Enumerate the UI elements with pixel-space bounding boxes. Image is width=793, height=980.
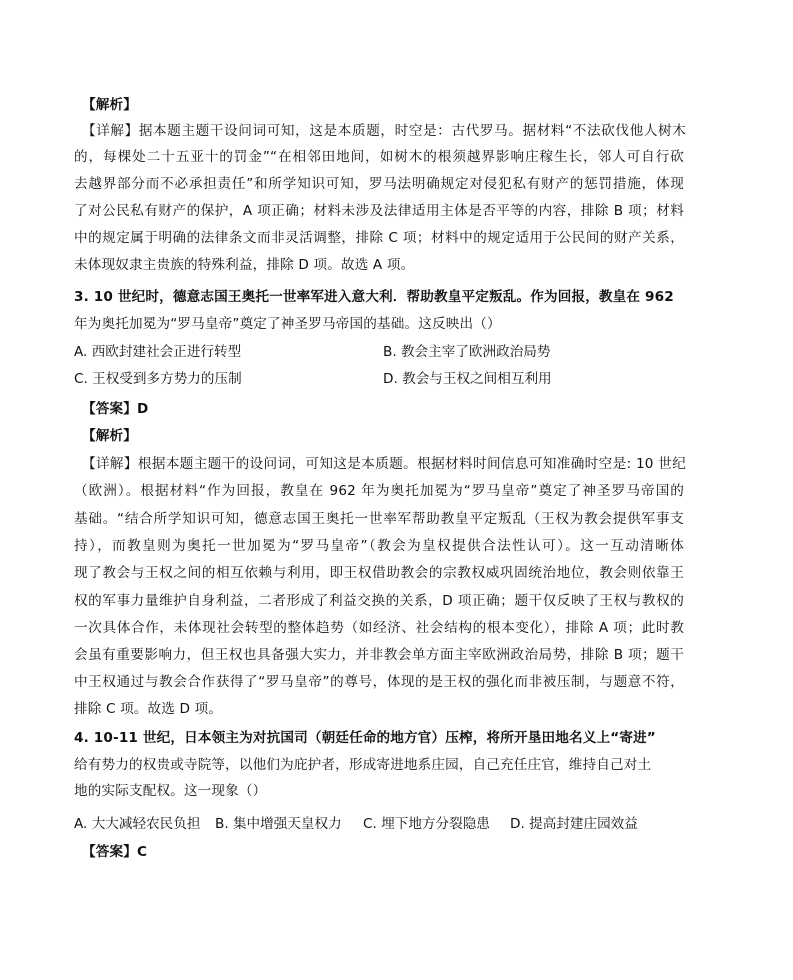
q2-detail-line-4: 了对公民私有财产的保护，A 项正确；材料未涉及法律适用主体是否平等的内容，排除 B 项；材料 (74, 203, 684, 219)
q3-option-d: D. 教会与王权之间相互利用 (383, 371, 552, 387)
q2-analysis-label: 【解析】 (82, 97, 137, 113)
q3-detail-line-8: 会虽有重要影响力，但王权也具备强大实力，并非教会单方面主宰欧洲政治局势，排除 B 项；题干 (74, 647, 684, 663)
q3-detail-line-1: 【详解】根据本题主题干的设问词，可知这是本质题。根据材料时间信息可知准确时空是: 10 世纪 (82, 456, 686, 472)
q4-answer: 【答案】C (82, 844, 148, 860)
q4-stem-line-1: 4. 10-11 世纪，日本领主为对抗国司（朝廷任命的地方官）压榨，将所开垦田地名义上“寄进” (74, 730, 656, 746)
q3-detail-line-4: 持），而教皇则为奥托一世加冕为“罗马皇帝”（教会为皇权提供合法性认可）。这一互动清晰体 (74, 538, 684, 554)
q3-detail-line-9: 中王权通过与教会合作获得了“罗马皇帝”的尊号，体现的是王权的强化而非被压制，与题意不符， (74, 674, 684, 690)
q3-stem-line-2: 年为奥托加冕为“罗马皇帝”奠定了神圣罗马帝国的基础。这反映出（） (74, 316, 501, 332)
q3-detail-line-2: （欧洲）。根据材料“作为回报，教皇在 962 年为奥托加冕为“罗马皇帝”奠定了神圣罗马帝国的 (74, 483, 684, 499)
q3-detail-line-3: 基础。“结合所学知识可知，德意志国王奥托一世率军帮助教皇平定叛乱（王权为教会提供军事支 (74, 511, 684, 527)
q2-detail-line-1: 【详解】据本题主题干设问词可知，这是本质题，时空是：古代罗马。据材料“不法砍伐他人树木 (82, 123, 686, 139)
q3-option-a: A. 西欧封建社会正进行转型 (74, 344, 242, 360)
q4-option-c: C. 埋下地方分裂隐患 (363, 816, 490, 832)
q3-detail-line-5: 现了教会与王权之间的相互依赖与利用，即王权借助教会的宗教权威巩固统治地位，教会则依靠王 (74, 565, 684, 581)
q2-detail-line-5: 中的规定属于明确的法律条文而非灵活调整，排除 C 项；材料中的规定适用于公民间的财产关系， (74, 230, 684, 246)
q3-analysis-label: 【解析】 (82, 428, 137, 444)
q2-detail-line-3: 去越界部分而不必承担责任”和所学知识可知，罗马法明确规定对侵犯私有财产的惩罚措施，体现 (74, 176, 684, 192)
q3-option-c: C. 王权受到多方势力的压制 (74, 371, 242, 387)
q4-stem-line-3: 地的实际支配权。这一现象（） (74, 783, 267, 799)
q4-stem-line-2: 给有势力的权贵或寺院等，以他们为庇护者，形成寄进地系庄园，自己充任庄官，维持自己对土 (74, 757, 652, 773)
q3-stem-line-1: 3. 10 世纪时，德意志国王奥托一世率军进入意大利．帮助教皇平定叛乱。作为回报，教皇在 962 (74, 289, 674, 305)
q2-detail-line-6: 未体现奴隶主贵族的特殊利益，排除 D 项。故选 A 项。 (74, 257, 415, 273)
q3-option-b: B. 教会主宰了欧洲政治局势 (383, 344, 551, 360)
q4-option-d: D. 提高封建庄园效益 (510, 816, 638, 832)
q4-option-b: B. 集中增强天皇权力 (215, 816, 342, 832)
q2-detail-line-2: 的，每棵处二十五亚十的罚金”“在相邻田地间，如树木的根须越界影响庄稼生长，邻人可自行砍 (74, 149, 684, 165)
q3-detail-line-10: 排除 C 项。故选 D 项。 (74, 701, 223, 717)
q3-detail-line-7: 一次具体合作，未体现社会转型的整体趋势（如经济、社会结构的根本变化），排除 A 项；此时教 (74, 620, 684, 636)
q4-option-a: A. 大大减轻农民负担 (74, 816, 201, 832)
q3-answer: 【答案】D (82, 401, 149, 417)
q3-detail-line-6: 权的军事力量维护自身利益，二者形成了利益交换的关系，D 项正确；题干仅反映了王权与教权的 (74, 593, 684, 609)
